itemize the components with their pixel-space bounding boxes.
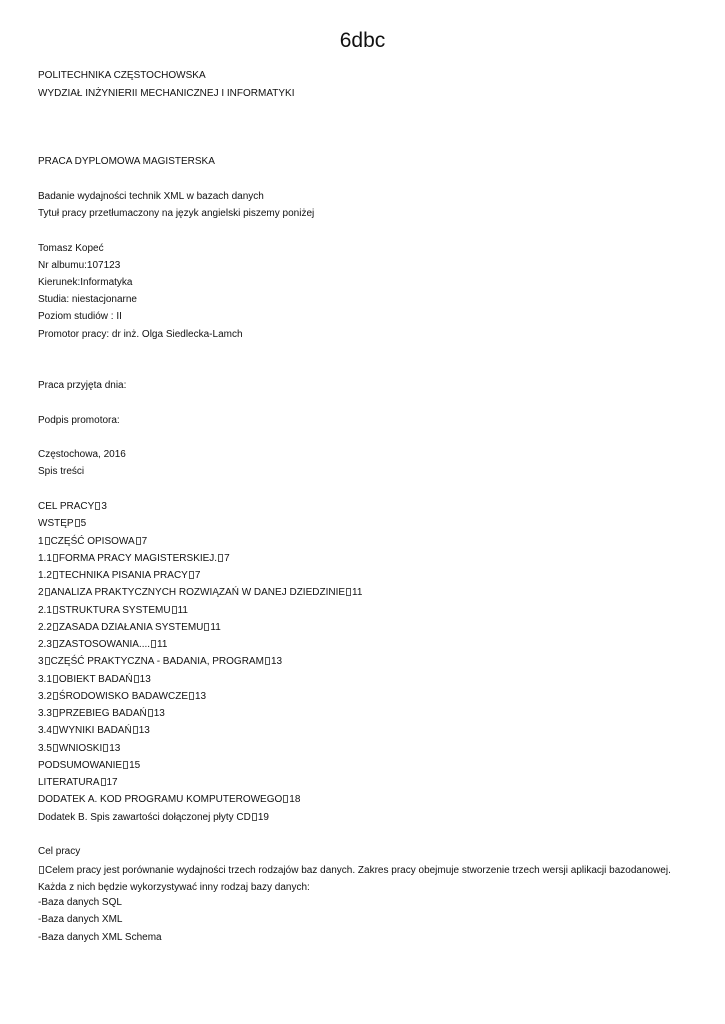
toc-entry-number: 3.3 — [38, 708, 52, 719]
placeholder-glyph — [45, 588, 50, 596]
toc-entry[interactable] — [38, 811, 269, 825]
placeholder-glyph — [45, 657, 50, 665]
placeholder-glyph — [53, 675, 58, 683]
toc-entry-label: CZĘŚĆ PRAKTYCZNA - BADANIA, PROGRAM — [50, 656, 264, 668]
placeholder-glyph — [39, 866, 44, 874]
goal-heading: Cel pracy — [38, 846, 81, 857]
toc-entry[interactable] — [38, 673, 151, 687]
placeholder-glyph — [123, 761, 128, 769]
toc-entry-label: WSTĘP — [38, 518, 74, 530]
toc-entry[interactable] — [38, 569, 200, 583]
toc-entry-page: 11 — [352, 587, 363, 599]
toc-entry-number: 3.5 — [38, 742, 52, 754]
toc-entry-label: WNIOSKI — [58, 742, 103, 754]
toc-entry-label: PRZEBIEG BADAŃ — [58, 708, 147, 719]
placeholder-glyph — [45, 537, 50, 545]
toc-entry-label: ŚRODOWISKO BADAWCZE — [58, 690, 188, 702]
toc-entry-number: 3.2 — [38, 690, 52, 702]
place-and-date: Częstochowa, 2016 — [38, 449, 126, 460]
placeholder-glyph — [53, 709, 58, 717]
placeholder-glyph — [53, 623, 58, 631]
study-mode: Studia: niestacjonarne — [38, 294, 137, 305]
placeholder-glyph — [346, 588, 351, 596]
toc-entry-label: PODSUMOWANIE — [38, 759, 123, 771]
toc-entry-number: 3.4 — [38, 725, 52, 737]
field-of-study: Kierunek:Informatyka — [38, 277, 133, 288]
toc-entry-page: 11 — [157, 639, 168, 650]
toc-entry[interactable] — [38, 604, 188, 618]
toc-entry-page: 13 — [138, 725, 150, 737]
toc-entry-page: 11 — [210, 621, 221, 633]
goal-paragraph — [38, 862, 690, 896]
toc-entry-page: 15 — [129, 759, 141, 771]
toc-entry[interactable] — [38, 500, 107, 514]
toc-entry-page: 13 — [270, 656, 283, 668]
placeholder-glyph — [95, 502, 100, 510]
placeholder-glyph — [101, 778, 106, 786]
toc-entry-page: 19 — [257, 811, 269, 823]
toc-entry[interactable] — [38, 586, 362, 600]
toc-entry-label: LITERATURA — [38, 777, 100, 788]
thesis-topic: Badanie wydajności technik XML w bazach danych — [38, 191, 264, 202]
study-level: Poziom studiów : II — [38, 311, 122, 322]
toc-entry[interactable] — [38, 552, 230, 566]
toc-entry-number: 3.1 — [38, 673, 52, 685]
toc-entry-number: 1.1 — [38, 552, 52, 564]
placeholder-glyph — [53, 744, 58, 752]
toc-entry-label: CEL PRACY — [38, 501, 95, 512]
supervisor-signature-label: Podpis promotora: — [38, 415, 120, 426]
toc-entry[interactable] — [38, 776, 118, 790]
toc-entry-label: OBIEKT BADAŃ — [58, 673, 133, 685]
author-name: Tomasz Kopeć — [38, 243, 104, 254]
placeholder-glyph — [189, 692, 194, 700]
document-title: 6dbc — [339, 29, 386, 52]
goal-list-item: -Baza danych XML — [38, 914, 123, 925]
placeholder-glyph — [172, 606, 177, 614]
placeholder-glyph — [53, 571, 58, 579]
placeholder-glyph — [151, 640, 156, 648]
translation-note: Tytuł pracy przetłumaczony na język angielski piszemy poniżej — [38, 208, 315, 219]
toc-entry-number: 3 — [38, 656, 44, 668]
placeholder-glyph — [134, 675, 139, 683]
toc-entry[interactable] — [38, 742, 120, 756]
toc-entry[interactable] — [38, 690, 206, 704]
goal-list-item: -Baza danych XML Schema — [38, 932, 162, 943]
toc-entry-page: 13 — [109, 742, 121, 754]
placeholder-glyph — [53, 554, 58, 562]
toc-entry[interactable] — [38, 793, 300, 807]
accepted-date-label: Praca przyjęta dnia: — [38, 380, 127, 391]
toc-entry-page: 17 — [106, 777, 118, 788]
placeholder-glyph — [283, 795, 288, 803]
toc-entry[interactable] — [38, 759, 140, 773]
toc-entry-label: ZASTOSOWANIA.... — [58, 639, 151, 650]
university-name: POLITECHNIKA CZĘSTOCHOWSKA — [38, 70, 206, 81]
goal-list-item: -Baza danych SQL — [38, 897, 122, 908]
toc-entry-page: 7 — [141, 535, 148, 547]
toc-entry-page: 7 — [224, 552, 230, 564]
toc-entry-label: STRUKTURA SYSTEMU — [58, 604, 171, 616]
placeholder-glyph — [136, 537, 141, 545]
toc-entry-number: 2.1 — [38, 604, 52, 616]
faculty-name: WYDZIAŁ INŻYNIERII MECHANICZNEJ I INFORMATYKI — [38, 88, 295, 99]
placeholder-glyph — [148, 709, 153, 717]
toc-entry-label: Dodatek B. Spis zawartości dołączonej płyty CD — [38, 811, 251, 823]
toc-entry[interactable] — [38, 724, 150, 738]
goal-paragraph-text: Celem pracy jest porównanie wydajności trzech rodzajów baz danych. Zakres pracy obejmuje stworzenie trzech wersji aplikacji bazodanowej. Każda z nich będzie wykorzystywać inny rodzaj bazy danych: — [38, 865, 671, 893]
placeholder-glyph — [204, 623, 209, 631]
placeholder-glyph — [252, 813, 257, 821]
toc-entry-number: 2.2 — [38, 621, 52, 633]
placeholder-glyph — [53, 606, 58, 614]
toc-entry-label: TECHNIKA PISANIA PRACY — [58, 570, 188, 581]
placeholder-glyph — [265, 657, 270, 665]
toc-entry-page: 7 — [194, 570, 201, 581]
toc-entry-number: 2 — [38, 587, 44, 599]
toc-entry-label: ZASADA DZIAŁANIA SYSTEMU — [58, 621, 204, 633]
toc-entry-number: 1 — [38, 535, 44, 547]
placeholder-glyph — [133, 726, 138, 734]
toc-entry-label: WYNIKI BADAŃ — [58, 725, 132, 737]
toc-entry[interactable] — [38, 621, 221, 635]
placeholder-glyph — [189, 571, 194, 579]
toc-entry-page: 13 — [195, 690, 207, 702]
album-number: Nr albumu:107123 — [38, 260, 121, 271]
toc-entry-page: 18 — [289, 794, 301, 806]
placeholder-glyph — [53, 692, 58, 700]
placeholder-glyph — [103, 744, 108, 752]
toc-entry-page: 5 — [80, 518, 87, 530]
toc-entry-label: DODATEK A. KOD PROGRAMU KOMPUTEROWEGO — [38, 794, 283, 806]
toc-entry[interactable] — [38, 638, 167, 652]
toc-entry-number: 2.3 — [38, 639, 52, 650]
placeholder-glyph — [53, 726, 58, 734]
placeholder-glyph — [75, 519, 80, 527]
toc-entry-page: 3 — [101, 501, 107, 512]
toc-entry-page: 13 — [153, 708, 165, 719]
toc-entry-label: FORMA PRACY MAGISTERSKIEJ. — [58, 552, 218, 564]
thesis-type: PRACA DYPLOMOWA MAGISTERSKA — [38, 156, 215, 167]
placeholder-glyph — [218, 554, 223, 562]
toc-heading: Spis treści — [38, 466, 85, 477]
toc-entry-page: 13 — [139, 673, 151, 685]
toc-entry-label: CZĘŚĆ OPISOWA — [50, 535, 135, 547]
toc-entry-page: 11 — [177, 604, 188, 616]
placeholder-glyph — [53, 640, 58, 648]
toc-entry-label: ANALIZA PRAKTYCZNYCH ROZWIĄZAŃ W DANEJ DZIEDZINIE — [50, 587, 346, 599]
supervisor: Promotor pracy: dr inż. Olga Siedlecka-Lamch — [38, 329, 243, 340]
toc-entry[interactable] — [38, 655, 282, 669]
toc-entry[interactable] — [38, 707, 165, 721]
toc-entry[interactable] — [38, 517, 86, 531]
toc-entry[interactable] — [38, 535, 147, 549]
toc-entry-number: 1.2 — [38, 570, 52, 581]
